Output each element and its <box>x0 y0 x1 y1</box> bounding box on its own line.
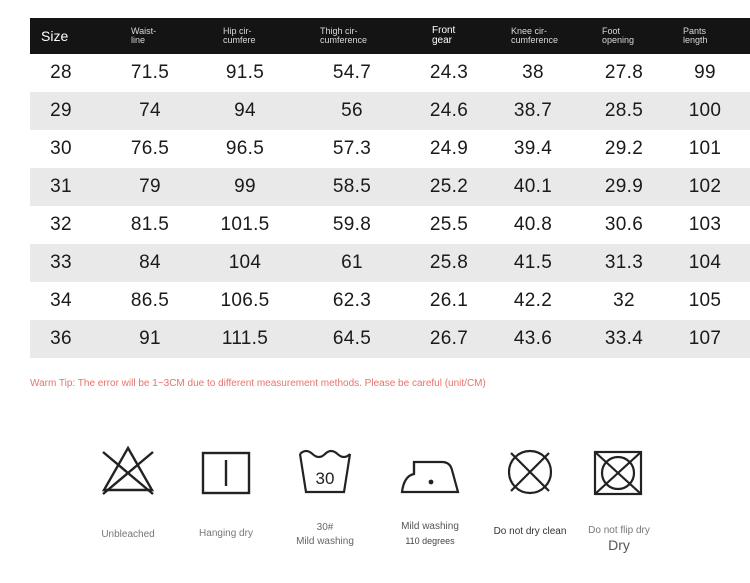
cell-waistline: 71.5 <box>130 62 170 83</box>
care-mild-washing <box>265 440 385 547</box>
cell-foot-opening: 29.2 <box>604 138 644 159</box>
cell-waistline: 86.5 <box>130 290 170 311</box>
iron-temp-label: 110 degrees <box>405 536 455 546</box>
header-foot-opening: Foot opening <box>602 26 635 45</box>
cell-hip: 96.5 <box>225 138 265 159</box>
cell-hip: 91.5 <box>225 62 265 83</box>
cell-foot-opening: 28.5 <box>604 100 644 121</box>
cell-size: 28 <box>50 62 72 83</box>
table-body <box>30 54 750 358</box>
cell-hip: 106.5 <box>220 290 270 311</box>
table-header <box>30 18 750 54</box>
cell-knee: 40.1 <box>513 176 553 197</box>
hanging-dry-label: Hanging dry <box>199 528 253 539</box>
cell-waistline: 79 <box>139 176 161 197</box>
no-dry-clean-icon <box>502 440 558 496</box>
cell-thigh: 56 <box>341 100 363 121</box>
cell-pants-length: 99 <box>694 62 716 83</box>
cell-thigh: 64.5 <box>332 328 372 349</box>
warm-tip: Warm Tip: The error will be 1~3CM due to different measurement methods. Please be careful (unit/CM) <box>30 378 486 389</box>
cell-waistline: 84 <box>139 252 161 273</box>
table-row <box>30 206 750 244</box>
cell-waistline: 74 <box>139 100 161 121</box>
header-front-gear: Front gear <box>432 25 456 46</box>
cell-pants-length: 103 <box>688 214 722 235</box>
table-row <box>30 282 750 320</box>
cell-hip: 104 <box>228 252 262 273</box>
cell-hip: 94 <box>234 100 256 121</box>
table-row <box>30 54 750 92</box>
cell-foot-opening: 32 <box>613 290 635 311</box>
iron-icon <box>400 440 460 496</box>
table-row <box>30 244 750 282</box>
cell-size: 31 <box>50 176 72 197</box>
iron-label: Mild washing <box>401 521 459 532</box>
wash-30-icon <box>297 440 353 496</box>
cell-knee: 41.5 <box>513 252 553 273</box>
wash-temp-label: 30# <box>316 522 334 533</box>
cell-pants-length: 104 <box>688 252 722 273</box>
cell-pants-length: 107 <box>688 328 722 349</box>
cell-knee: 38.7 <box>513 100 553 121</box>
dry-clean-label: Do not dry clean <box>493 526 567 537</box>
cell-hip: 111.5 <box>221 328 269 349</box>
cell-front-gear: 25.5 <box>429 214 469 235</box>
cell-knee: 42.2 <box>513 290 553 311</box>
cell-knee: 39.4 <box>513 138 553 159</box>
cell-size: 29 <box>50 100 72 121</box>
hang-dry-icon <box>200 440 252 496</box>
unbleached-label: Unbleached <box>101 529 155 540</box>
cell-pants-length: 101 <box>688 138 722 159</box>
cell-foot-opening: 30.6 <box>604 214 644 235</box>
cell-front-gear: 24.6 <box>429 100 469 121</box>
cell-pants-length: 102 <box>688 176 722 197</box>
cell-pants-length: 100 <box>688 100 722 121</box>
table-row <box>30 92 750 130</box>
cell-waistline: 91 <box>139 328 161 349</box>
cell-thigh: 61 <box>341 252 363 273</box>
cell-foot-opening: 29.9 <box>604 176 644 197</box>
cell-front-gear: 24.3 <box>429 62 469 83</box>
header-waistline: Waist- line <box>131 26 157 45</box>
header-knee: Knee cir- cumference <box>511 26 559 45</box>
cell-thigh: 57.3 <box>332 138 372 159</box>
cell-hip: 101.5 <box>220 214 270 235</box>
cell-thigh: 54.7 <box>332 62 372 83</box>
cell-knee: 38 <box>522 62 544 83</box>
cell-front-gear: 25.2 <box>429 176 469 197</box>
cell-size: 33 <box>50 252 72 273</box>
table-row <box>30 130 750 168</box>
cell-pants-length: 105 <box>688 290 722 311</box>
cell-knee: 40.8 <box>513 214 553 235</box>
tumble-label: Do not flip dry <box>588 525 650 536</box>
header-pants-length: Pants length <box>683 26 708 45</box>
no-bleach-icon <box>100 440 156 496</box>
no-tumble-dry-icon <box>591 440 647 496</box>
cell-knee: 43.6 <box>513 328 553 349</box>
table-row <box>30 168 750 206</box>
cell-foot-opening: 31.3 <box>604 252 644 273</box>
cell-thigh: 59.8 <box>332 214 372 235</box>
wash-mild-label: Mild washing <box>296 536 354 547</box>
cell-size: 36 <box>50 328 72 349</box>
cell-front-gear: 26.1 <box>429 290 469 311</box>
cell-front-gear: 25.8 <box>429 252 469 273</box>
cell-size: 30 <box>50 138 72 159</box>
cell-size: 34 <box>50 290 72 311</box>
cell-size: 32 <box>50 214 72 235</box>
svg-text:30: 30 <box>315 469 335 488</box>
size-table <box>30 18 750 358</box>
cell-front-gear: 24.9 <box>429 138 469 159</box>
header-size: Size <box>41 28 69 44</box>
cell-front-gear: 26.7 <box>429 328 469 349</box>
cell-waistline: 76.5 <box>130 138 170 159</box>
cell-waistline: 81.5 <box>130 214 170 235</box>
cell-thigh: 62.3 <box>332 290 372 311</box>
header-thigh: Thigh cir- cumference <box>320 26 368 45</box>
care-no-tumble-dry <box>559 440 679 553</box>
table-row <box>30 320 750 358</box>
header-hip: Hip cir- cumfere <box>223 26 256 45</box>
cell-hip: 99 <box>234 176 256 197</box>
tumble-dry-label: Dry <box>608 537 630 553</box>
cell-thigh: 58.5 <box>332 176 372 197</box>
cell-foot-opening: 27.8 <box>604 62 644 83</box>
cell-foot-opening: 33.4 <box>604 328 644 349</box>
